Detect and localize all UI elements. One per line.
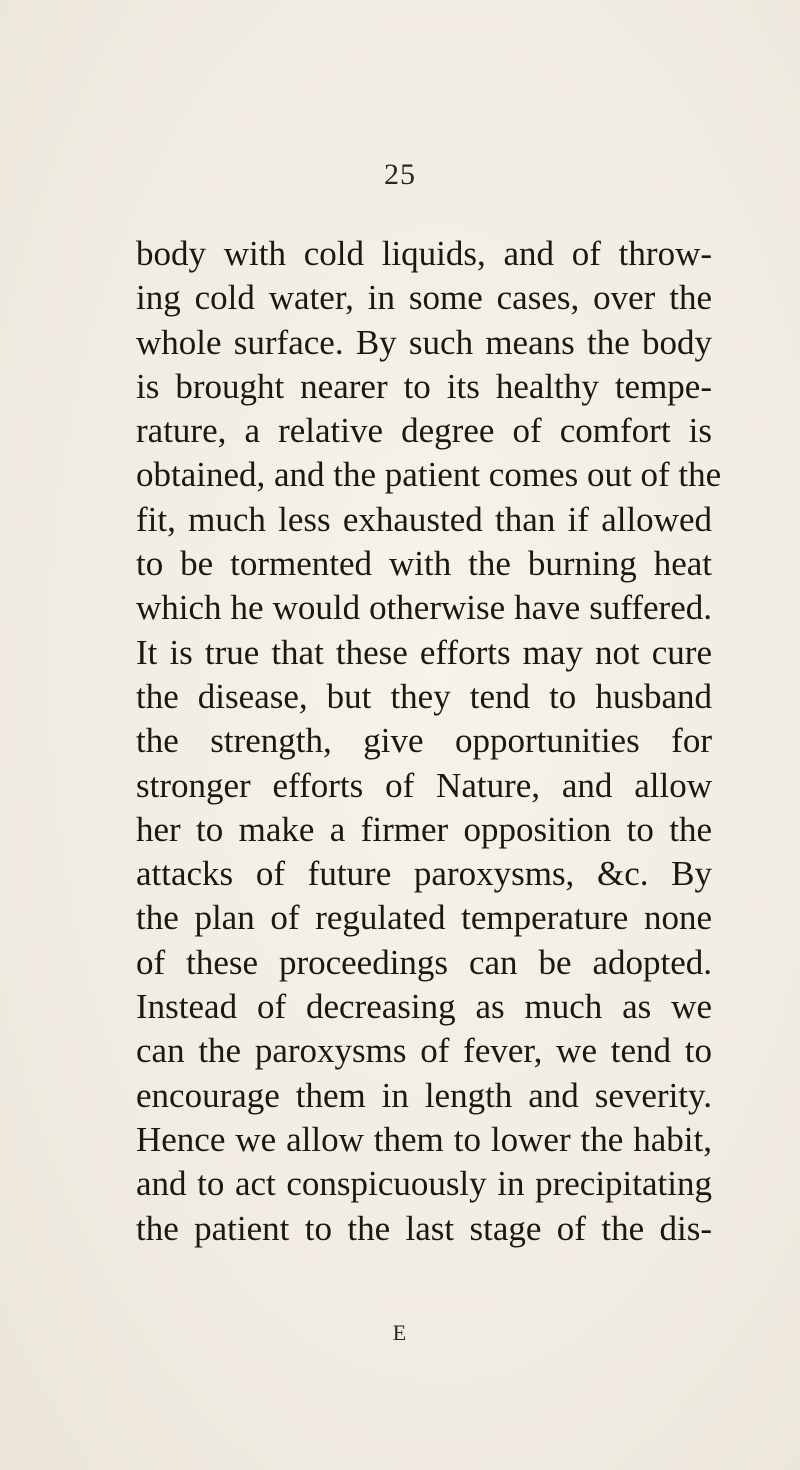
text-line: attacks of future paroxysms, &c. By	[136, 854, 712, 894]
text-line: can the paroxysms of fever, we tend to	[136, 1031, 712, 1071]
page-number: 25	[384, 158, 416, 191]
text-line: is brought nearer to its healthy tempe-	[136, 366, 712, 406]
body-text	[136, 232, 722, 1251]
text-line: her to make a firmer opposition to the	[136, 809, 712, 849]
text-line: fit, much less exhausted than if allowed	[136, 499, 712, 539]
text-line: It is true that these efforts may not cure	[136, 632, 712, 672]
text-line: whole surface. By such means the body	[136, 322, 712, 362]
text-line: encourage them in length and severity.	[136, 1075, 712, 1115]
text-line: Instead of decreasing as much as we	[136, 987, 712, 1027]
text-line: rature, a relative degree of comfort is	[136, 411, 712, 451]
text-line: the strength, give opportunities for	[136, 721, 712, 761]
text-line: stronger efforts of Nature, and allow	[136, 765, 712, 805]
text-line: to be tormented with the burning heat	[136, 544, 712, 584]
text-line: the patient to the last stage of the dis-	[136, 1208, 712, 1248]
text-line: obtained, and the patient comes out of the	[136, 455, 722, 495]
text-line: of these proceedings can be adopted.	[136, 942, 712, 982]
text-line: the plan of regulated temperature none	[136, 898, 712, 938]
text-line: Hence we allow them to lower the habit,	[136, 1119, 712, 1159]
signature-mark: E	[392, 1320, 408, 1345]
text-line: which he would otherwise have suffered.	[136, 588, 712, 628]
text-line: body with cold liquids, and of throw-	[136, 234, 712, 273]
text-line: the disease, but they tend to husband	[136, 676, 712, 716]
text-line: and to act conspicuously in precipitating	[136, 1164, 712, 1204]
text-line: ing cold water, in some cases, over the	[136, 278, 712, 318]
